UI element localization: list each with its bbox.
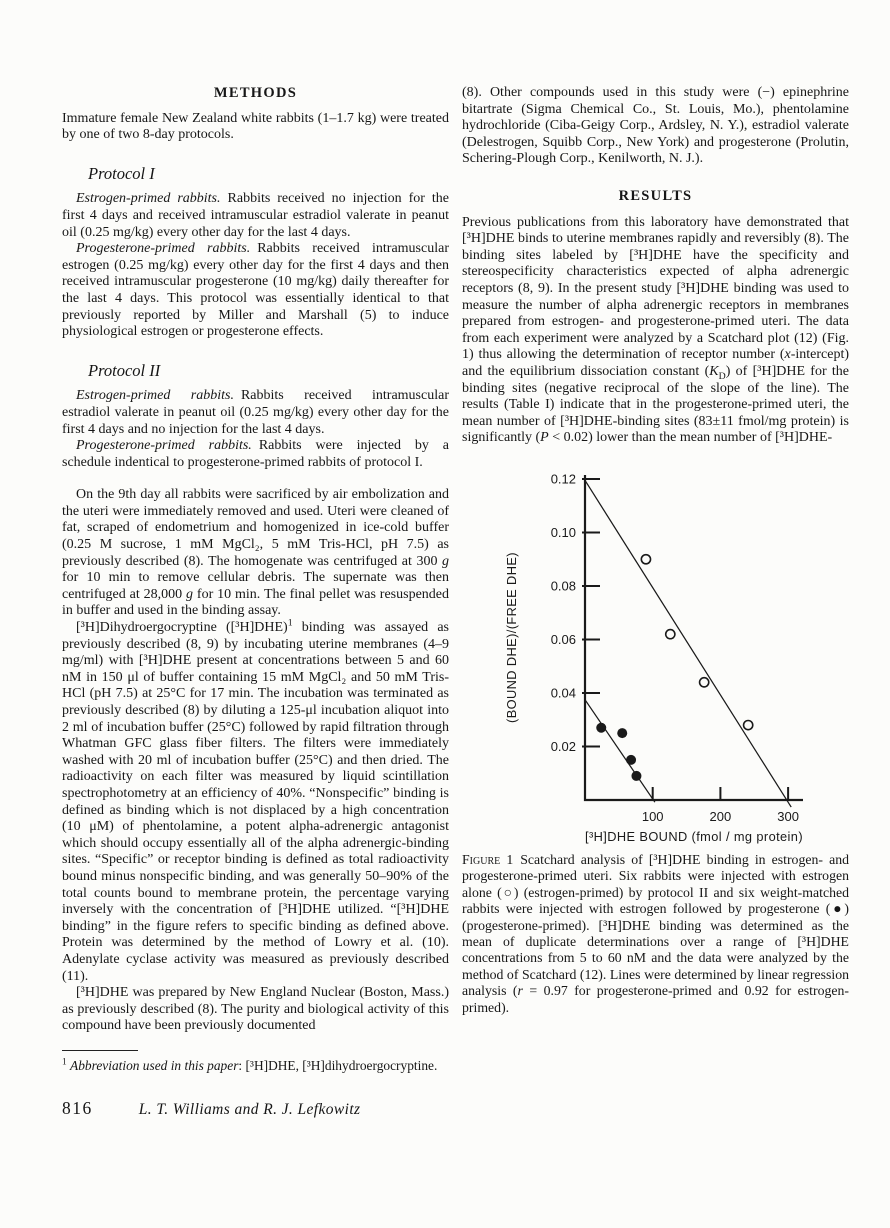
x-tick-label: 300: [777, 808, 799, 824]
figure-1-caption: [462, 852, 849, 1016]
scatchard-plot-svg: [462, 455, 849, 847]
data-point-progesterone-primed: [626, 755, 636, 765]
results-heading: RESULTS: [618, 187, 693, 204]
y-tick-label: 0.12: [550, 471, 576, 487]
x-tick-label: 200: [709, 808, 732, 824]
footnote: $^1$ Abbreviation used in this paper: [³H]DHE, [³H]dihydroergocryptine.: [62, 1057, 438, 1073]
figure-caption-text: Scatchard analysis of [³H]DHE binding in estrogen- and progesterone-primed uteri. Six rabbits were injected with estrogen alone (○) (estrogen-primed) by protocol II and six weight-matched rabbits were injected with estrogen followed by progesterone (●) (progesterone-primed). [³H]DHE binding was determined as the mean of duplicate determinations over a range of [³H]DHE concentrations from 5 to 60 nM and the data were analyzed by the method of Scatchard (12). Lines were determined by linear regression analysis (r = 0.97 for progesterone-primed and 0.92 for estrogen-primed).: [462, 851, 849, 1015]
methods-intro-paragraph: Immature female New Zealand white rabbits (1–1.7 kg) were treated by one of two 8-day protocols.: [62, 110, 449, 143]
dhe-preparation-paragraph: [³H]DHE was prepared by New England Nuclear (Boston, Mass.) as previously described (8). The purity and biological activity of this compound have been previously documented: [62, 985, 449, 1034]
y-axis-label: (BOUND DHE)/(FREE DHE): [504, 551, 519, 723]
y-tick-label: 0.04: [550, 685, 576, 701]
y-tick-label: 0.08: [550, 578, 576, 594]
figure-1-scatchard-plot: [462, 455, 849, 847]
data-point-progesterone-primed: [631, 771, 641, 781]
y-tick-label: 0.06: [550, 631, 576, 647]
x-axis-label: [³H]DHE BOUND (fmol / mg protein): [585, 828, 803, 844]
page-number: 816: [62, 1097, 93, 1118]
y-tick-label: 0.02: [550, 738, 576, 754]
protocol-1-heading: Protocol I: [88, 163, 155, 183]
left-column: [62, 85, 449, 1118]
data-point-estrogen-primed: [700, 678, 709, 687]
protocol-2-progesterone-paragraph: Progesterone-primed rabbits. Rabbits were injected by a schedule indentical to progesterone-primed rabbits of protocol I.: [62, 438, 449, 470]
x-tick-label: 100: [641, 808, 664, 824]
plot-axes: [585, 475, 803, 800]
methods-heading: METHODS: [213, 85, 298, 101]
data-point-estrogen-primed: [744, 720, 753, 729]
data-point-estrogen-primed: [666, 629, 675, 638]
continued-paragraph: (8). Other compounds used in this study were (−) epinephrine bitartrate (Sigma Chemical Co., St. Louis, Mo.), phentolamine hydrochloride (Ciba-Geigy Corp., Ardsley, N. Y.), estradiol valerate (Delestrogen, Squibb Corp., New York) and progesterone (Prolutin, Schering-Plough Corp., Kenilworth, N. J.).: [462, 85, 849, 167]
data-point-estrogen-primed: [641, 555, 650, 564]
running-authors: L. T. Williams and R. J. Lefkowitz: [138, 1100, 361, 1118]
data-point-progesterone-primed: [596, 723, 606, 733]
data-point-progesterone-primed: [617, 728, 627, 738]
protocol-2-heading: Protocol II: [88, 360, 161, 380]
protocol-1-estrogen-paragraph: Estrogen-primed rabbits. Rabbits received no injection for the first 4 days and received intramuscular estradiol valerate in peanut oil (0.25 mg/kg) every other day for the last 4 days.: [62, 191, 449, 240]
regression-line-estrogen-primed: [585, 480, 791, 807]
day9-paragraph: On the 9th day all rabbits were sacrificed by air embolization and the uteri were immediately removed and used. Uteri were cleaned of fat, scraped of endometrium and homogenized in ice-cold buffer (0.25 M sucrose, 1 mM MgCl₂, 5 mM Tris-HCl, pH 7.5) as previously described (8). The homogenate was centrifuged at 300 g for 10 min to remove cellular debris. The supernate was then centrifuged at 28,000 g for 10 min. The final pellet was resuspended in buffer and used in the binding assay.: [62, 487, 449, 619]
protocol-2-estrogen-paragraph: Estrogen-primed rabbits. Rabbits received intramuscular estradiol valerate in peanut oil (0.25 mg/kg) every other day for the first 4 days and no injection for the last 4 days.: [62, 388, 449, 437]
figure-caption-label: Figure 1: [462, 851, 514, 867]
binding-assay-paragraph: [³H]Dihydroergocryptine $([^3H]DHE)^1$ binding was assayed as previously described (8, 9) by incubating uterine membranes (4–9 mg/ml) with [³H]DHE present at concentrations between 5 and 60 nM in 150 μl of buffer containing 15 mM MgCl₂ and 50 mM Tris-HCl (pH 7.5) at 25°C for 17 min. The incubation was terminated as previously described (8) by diluting a 125-μl incubation aliquot into 2 ml of incubation buffer (25°C) followed by rapid filtration through Whatman GFC glass fiber filters. The filters were immediately washed with 20 ml of incubation buffer (25°C) and then dried. The radioactivity on each filter was measured by liquid scintillation spectrophotometry at an efficiency of 40%. “Nonspecific” binding is defined as binding which is not displaced by a high concentration (10 μM) of phentolamine, a potent alpha-adrenergic antagonist which should occupy essentially all of the alpha adrenergic-binding sites. “Specific” or receptor binding is defined as total radioactivity bound minus nonspecific binding, and was generally 50–90% of the total counts bound to membrane protein, the percentage varying inversely with the concentration of [³H]DHE utilized. “[³H]DHE binding” in the figure refers to specific binding as defined above. Protein was determined by the method of Lowry et al. (10). Adenylate cyclase activity was measured as previously described (11).: [62, 617, 449, 984]
results-paragraph: Previous publications from this laboratory have demonstrated that [³H]DHE binds to uterine membranes rapidly and reversibly (8). The binding sites labeled by [³H]DHE have the specificity and stereospecificity characteristics expected of alpha adrenergic receptors (8, 9). In the present study [³H]DHE binding was used to measure the number of alpha adrenergic receptors in membranes prepared from estrogen- and progesterone-primed uteri. The data from each experiment were analyzed by a Scatchard plot (12) (Fig. 1) thus allowing the determination of receptor number (x-intercept) and the equilibrium dissociation constant $(K_D)$ of [³H]DHE for the binding sites (negative reciprocal of the slope of the line). The results (Table I) indicate that in the progesterone-primed uteri, the mean number of [³H]DHE-binding sites (83±11 fmol/mg protein) is significantly (P < 0.02) lower than the mean number of [³H]DHE-: [462, 214, 850, 446]
regression-line-progesterone-primed: [585, 700, 655, 803]
protocol-1-progesterone-paragraph: Progesterone-primed rabbits. Rabbits received intramuscular estrogen (0.25 mg/kg) every other day for the first 4 days and then received intramuscular progesterone (10 mg/kg) daily thereafter for the last 4 days. This protocol was essentially identical to that previously reported by Miller and Marshall (5) to induce physiological estrogen or progesterone effects.: [62, 241, 449, 340]
right-column: [462, 85, 849, 1016]
page-footer: [62, 1097, 449, 1119]
footnote-separator: [62, 1050, 138, 1051]
y-tick-label: 0.10: [550, 524, 576, 540]
